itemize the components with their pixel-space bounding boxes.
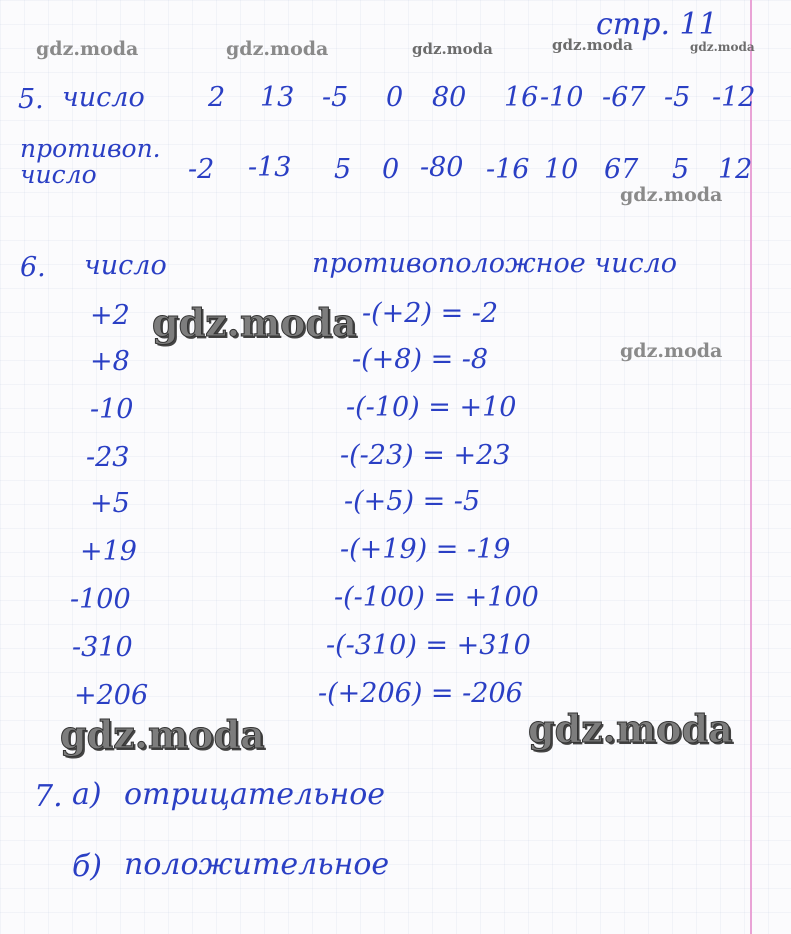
watermark: gdz.moda	[412, 40, 493, 58]
task5-number: 5.	[18, 84, 44, 115]
task6-opposite-cell: -(+2) = -2	[362, 298, 499, 329]
watermark: gdz.moda	[60, 712, 265, 757]
task5-opposite-cell: 5	[672, 154, 690, 185]
task7-a-answer: отрицательное	[124, 777, 386, 812]
task6-number-cell: -310	[72, 632, 133, 663]
task7-number: 7.	[34, 779, 63, 814]
task6-opposite-cell: -(-10) = +10	[346, 392, 517, 423]
watermark: gdz.moda	[552, 36, 633, 54]
task5-number-cell: -67	[602, 82, 646, 113]
watermark: gdz.moda	[528, 706, 733, 751]
task5-label-number: число	[62, 82, 145, 113]
task6-number: 6.	[20, 252, 46, 283]
task5-number-cell: 80	[432, 82, 467, 113]
task5-opposite-cell: -80	[420, 152, 464, 183]
task6-opposite-cell: -(+19) = -19	[340, 534, 511, 565]
watermark: gdz.moda	[152, 300, 357, 345]
task5-number-cell: 16	[504, 82, 539, 113]
task5-label-opposite: число	[20, 160, 97, 189]
margin-line	[750, 0, 752, 934]
task5-opposite-cell: -2	[188, 154, 215, 185]
task6-opposite-cell: -(-23) = +23	[340, 440, 511, 471]
task6-number-cell: -10	[90, 394, 134, 425]
page-label: стр. 11	[596, 7, 718, 42]
task5-opposite-cell: 10	[544, 154, 579, 185]
task6-number-cell: +2	[90, 300, 130, 331]
watermark: gdz.moda	[620, 184, 723, 206]
task5-opposite-cell: -16	[486, 154, 530, 185]
task6-number-cell: -100	[70, 584, 131, 615]
task6-col1-header: число	[84, 250, 167, 281]
task6-opposite-cell: -(+8) = -8	[352, 344, 489, 375]
task5-opposite-cell: 67	[604, 154, 639, 185]
task6-opposite-cell: -(+206) = -206	[318, 678, 523, 709]
task5-number-cell: 13	[260, 82, 295, 113]
task7-a-label: а)	[72, 777, 102, 812]
task6-opposite-cell: -(+5) = -5	[344, 486, 481, 517]
task6-number-cell: +206	[74, 680, 149, 711]
task6-number-cell: +19	[80, 536, 137, 567]
task5-number-cell: -5	[664, 82, 691, 113]
task5-number-cell: 0	[386, 82, 404, 113]
task6-number-cell: +8	[90, 346, 130, 377]
task7-b-answer: положительное	[124, 847, 390, 882]
task5-opposite-cell: 12	[718, 154, 753, 185]
task6-opposite-cell: -(-310) = +310	[326, 630, 531, 661]
task7-b-label: б)	[72, 849, 103, 884]
watermark: gdz.moda	[226, 38, 329, 60]
task5-number-cell: -10	[540, 82, 584, 113]
watermark: gdz.moda	[36, 38, 139, 60]
task6-opposite-cell: -(-100) = +100	[334, 582, 539, 613]
task6-number-cell: -23	[86, 442, 130, 473]
task6-col2-header: противоположное число	[312, 248, 678, 279]
watermark: gdz.moda	[690, 40, 755, 54]
task5-opposite-cell: -13	[248, 152, 292, 183]
task5-number-cell: -12	[712, 82, 756, 113]
task5-label-opposite: противоп.	[20, 134, 161, 163]
task5-number-cell: 2	[208, 82, 226, 113]
task6-number-cell: +5	[90, 488, 130, 519]
watermark: gdz.moda	[620, 340, 723, 362]
task5-opposite-cell: 5	[334, 154, 352, 185]
task5-opposite-cell: 0	[382, 154, 400, 185]
task5-number-cell: -5	[322, 82, 349, 113]
